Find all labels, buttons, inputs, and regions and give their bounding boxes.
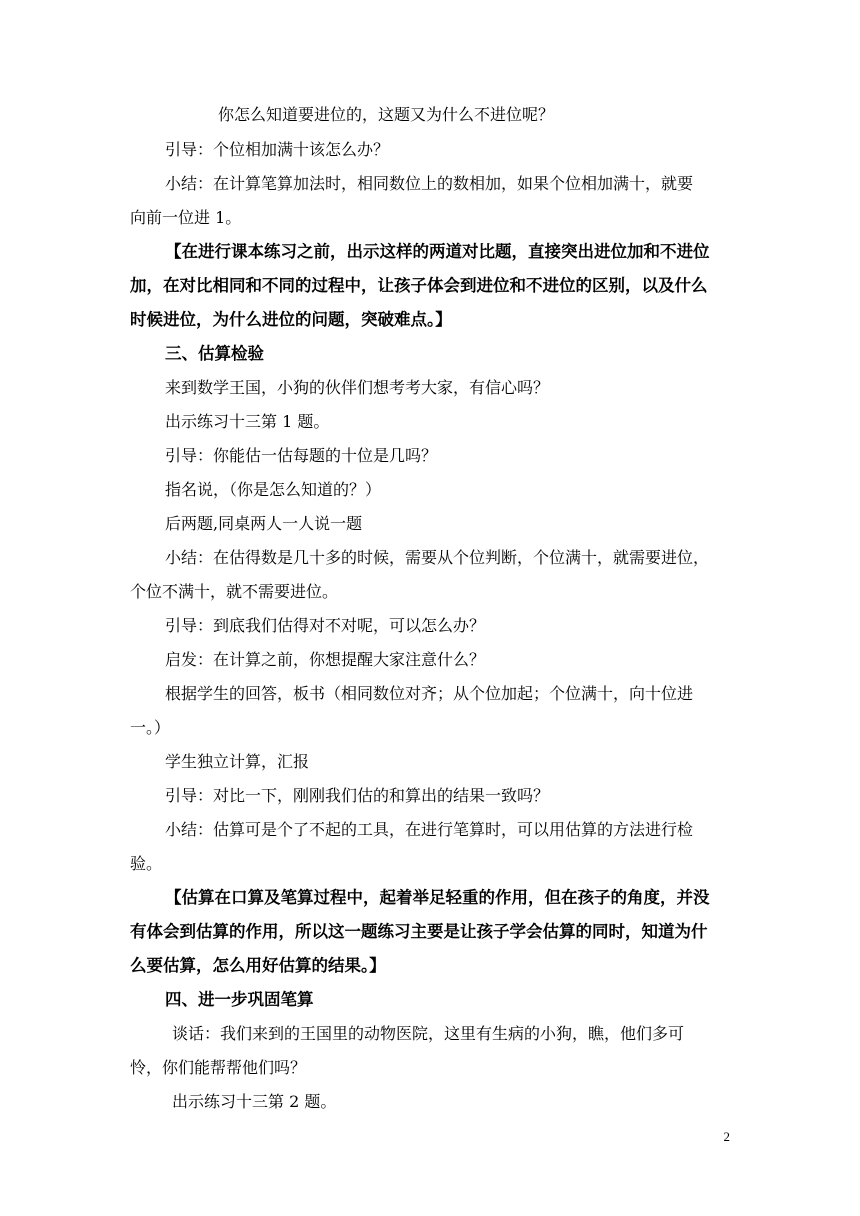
paragraph-line: 根据学生的回答，板书（相同数位对齐；从个位加起；个位满十，向十位进	[165, 684, 694, 703]
paragraph-line: 引导：对比一下，刚刚我们估的和算出的结果一致吗？	[165, 786, 550, 805]
paragraph-line: 向前一位进 1。	[130, 208, 242, 227]
paragraph-line: 来到数学王国，小狗的伙伴们想考考大家，有信心吗？	[165, 378, 550, 397]
paragraph-line: 指名说，（你是怎么知道的？）	[165, 480, 382, 499]
section-heading: 四、进一步巩固笔算	[165, 990, 314, 1009]
paragraph-line: 出示练习十三第 2 题。	[172, 1092, 337, 1111]
paragraph-line: 验。	[130, 854, 163, 873]
paragraph-line: 小结：在计算笔算加法时，相同数位上的数相加，如果个位相加满十，就要	[165, 174, 694, 193]
bold-comment-line: 时候进位，为什么进位的问题，突破难点。】	[130, 310, 452, 329]
paragraph-line: 学生独立计算，汇报	[165, 752, 310, 771]
paragraph-line: 启发：在计算之前，你想提醒大家注意什么？	[165, 650, 486, 669]
paragraph-line: 引导：到底我们估得对不对呢，可以怎么办？	[165, 616, 486, 635]
bold-comment-line: 【在进行课本练习之前，出示这样的两道对比题，直接突出进位加和不进位	[165, 242, 710, 261]
page-number: 2	[723, 1129, 730, 1144]
bold-comment-line: 么要估算，怎么用好估算的结果。】	[130, 956, 386, 975]
paragraph-line: 个位不满十，就不需要进位。	[130, 582, 339, 601]
section-heading: 三、估算检验	[165, 344, 264, 363]
paragraph-line: 一。）	[130, 718, 171, 737]
paragraph-line: 引导：个位相加满十该怎么办？	[165, 140, 390, 159]
bold-comment-line: 加，在对比相同和不同的过程中，让孩子体会到进位和不进位的区别，以及什么	[130, 276, 708, 295]
paragraph-line: 小结：在估得数是几十多的时候，需要从个位判断，个位满十，就需要进位，	[165, 548, 710, 567]
bold-comment-line: 有体会到估算的作用，所以这一题练习主要是让孩子学会估算的同时，知道为什	[130, 922, 708, 941]
paragraph-line: 你怎么知道要进位的，这题又为什么不进位呢？	[218, 105, 555, 124]
bold-comment-line: 【估算在口算及笔算过程中，起着举足轻重的作用，但在孩子的角度，并没	[165, 888, 710, 907]
paragraph-line: 谈话：我们来到的王国里的动物医院，这里有生病的小狗，瞧，他们多可	[172, 1024, 685, 1043]
paragraph-line: 后两题,同桌两人一人说一题	[165, 514, 363, 533]
paragraph-line: 出示练习十三第 1 题。	[165, 412, 330, 431]
paragraph-line: 引导：你能估一估每题的十位是几吗？	[165, 446, 438, 465]
paragraph-line: 怜，你们能帮帮他们吗？	[130, 1058, 307, 1077]
paragraph-line: 小结：估算可是个了不起的工具，在进行笔算时，可以用估算的方法进行检	[165, 820, 694, 839]
